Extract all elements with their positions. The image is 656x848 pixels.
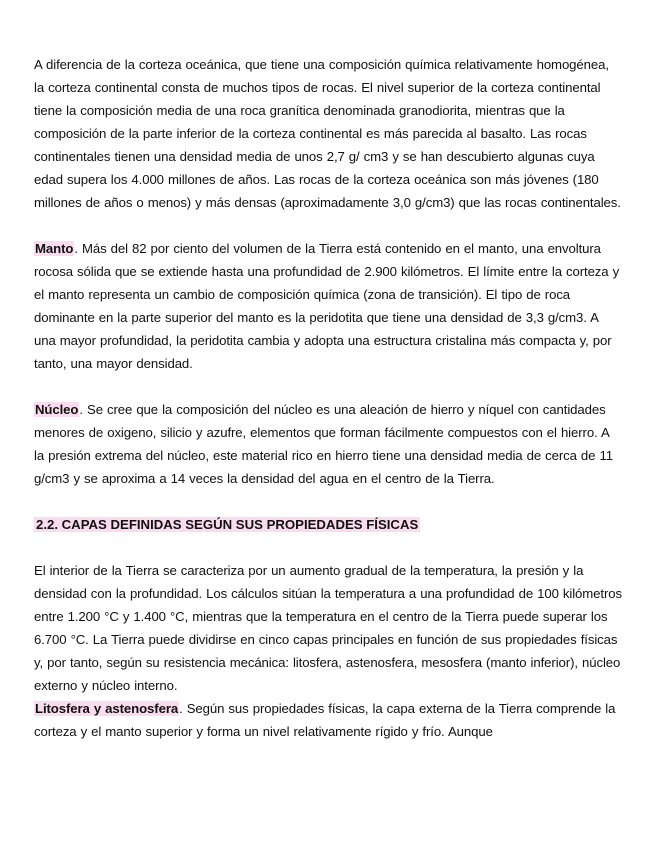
text-nucleo: . Se cree que la composición del núcleo es una aleación de hierro y níquel con cantidades menores de oxigeno, silicio y azufre, elementos que forman fácilmente compuestos con el hierro. A la presión extrema del núcleo, este material rico en hierro tiene una densidad media de cerca de 11 g/cm3 y se aproxima a 14 veces la densidad del agua en el centro de la Tierra.: [34, 402, 613, 486]
paragraph-gap: [34, 536, 622, 559]
paragraph-gap: [34, 490, 622, 513]
paragraph-gap: [34, 214, 622, 237]
term-manto: Manto: [35, 241, 74, 256]
section-heading-text: 2.2. CAPAS DEFINIDAS SEGÚN SUS PROPIEDADES FÍSICAS: [36, 517, 419, 532]
paragraph-manto: [34, 237, 622, 375]
term-litosfera: Litosfera y astenosfera: [35, 701, 179, 716]
text-manto: . Más del 82 por ciento del volumen de la Tierra está contenido en el manto, una envoltura rocosa sólida que se extiende hasta una profundidad de 2.900 kilómetros. El límite entre la corteza y el manto representa un cambio de composición química (zona de transición). El tipo de roca dominante en la parte superior del manto es la peridotita que tiene una densidad de 3,3 g/cm3. A una mayor profundidad, la peridotita cambia y adopta una estructura cristalina más compacta y, por tanto, una mayor densidad.: [34, 241, 620, 371]
section-heading: [34, 513, 622, 536]
paragraph-corteza: A diferencia de la corteza oceánica, que tiene una composición química relativamente homogénea, la corteza continental consta de muchos tipos de rocas. El nivel superior de la corteza continental tiene la composición media de una roca granítica denominada granodiorita, mientras que la composición de la parte inferior de la corteza continental es más parecida al basalto. Las rocas continentales tienen una densidad media de unos 2,7 g/ cm3 y se han descubierto algunas cuya edad supera los 4.000 millones de años. Las rocas de la corteza oceánica son más jóvenes (180 millones de años o menos) y más densas (aproximadamente 3,0 g/cm3) que las rocas continentales.: [34, 57, 621, 210]
paragraph-gap: [34, 375, 622, 398]
paragraph-litosfera: [34, 697, 622, 743]
paragraph-interior: El interior de la Tierra se caracteriza por un aumento gradual de la temperatura, la presión y la densidad con la profundidad. Los cálculos sitúan la temperatura a una profundidad de 100 kilómetros entre 1.200 °C y 1.400 °C, mientras que la temperatura en el centro de la Tierra puede superar los 6.700 °C. La Tierra puede dividirse en cinco capas principales en función de sus propiedades físicas y, por tanto, según su resistencia mecánica: litosfera, astenosfera, mesosfera (manto inferior), núcleo externo y núcleo interno.: [34, 563, 622, 693]
text-litosfera: . Según sus propiedades físicas, la capa externa de la Tierra comprende la corteza y el manto superior y forma un nivel relativamente rígido y frío. Aunque: [34, 701, 616, 739]
paragraph-nucleo: [34, 398, 622, 490]
term-nucleo: Núcleo: [35, 402, 79, 417]
